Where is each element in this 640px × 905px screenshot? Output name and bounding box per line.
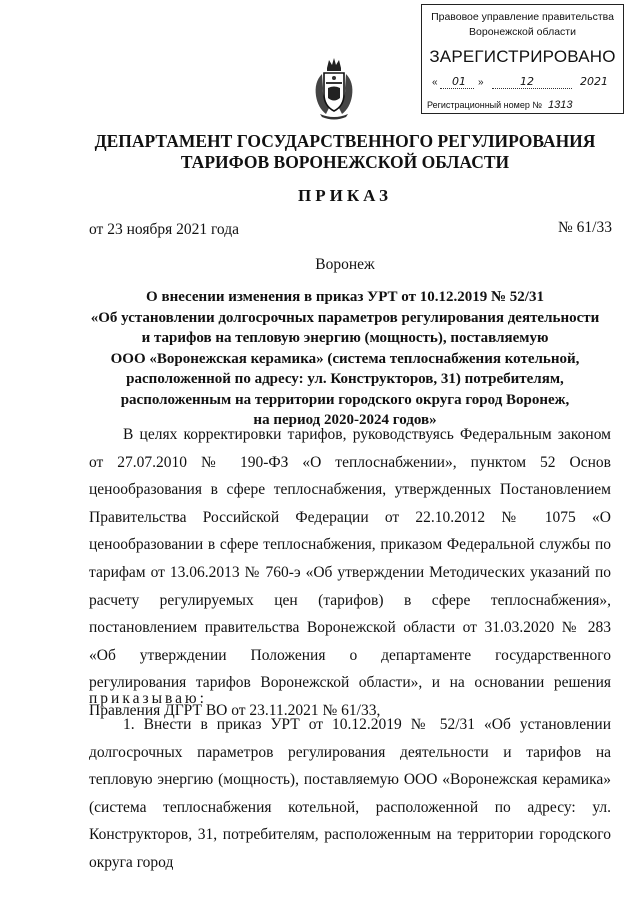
subject-line4: ООО «Воронежская керамика» (система теплоснабжения котельной,	[110, 350, 580, 367]
coat-of-arms-icon	[310, 56, 358, 120]
stamp-reg-number: 1313	[548, 99, 573, 111]
doc-type: ПРИКАЗ	[298, 186, 392, 205]
stamp-reg	[427, 99, 573, 111]
stamp-registered: ЗАРЕГИСТРИРОВАНО	[429, 47, 616, 66]
subject-line6: расположенным на территории городского округа город Воронеж,	[120, 391, 570, 408]
subject-line2: «Об установлении долгосрочных параметров регулирования деятельности	[90, 309, 600, 326]
preamble-paragraph: В целях корректировки тарифов, руководствуясь Федеральным законом от 27.07.2010 № 190-ФЗ «О теплоснабжении», пунктом 52 Основ ценообразования в сфере теплоснабжения, утвержденных Постановлением Правительства Российской Федерации от 22.10.2012 № 1075 «О ценообразовании в сфере теплоснабжения, приказом Федеральной службы по тарифам от 13.06.2013 № 760-э «Об утверждении Методических указаний по расчету регулируемых цен (тарифов) в сфере теплоснабжения», постановлением правительства Воронежской области от 31.03.2020 № 283 «Об утверждении Положения о департаменте государственного регулирования тарифов Воронежской области», и на основании решения Правления ДГРТ ВО от 23.11.2021 № 61/33,	[89, 426, 611, 719]
stamp-line1: Правовое управление правительства	[431, 11, 614, 23]
subject-line5: расположенной по адресу: ул. Конструкторов, 31) потребителям,	[126, 371, 564, 387]
subject-line7: на период 2020-2024 годов»	[253, 412, 437, 428]
order-number: № 61/33	[558, 219, 612, 236]
city: Воронеж	[315, 256, 375, 273]
stamp-date: « 01 » 12 2021	[432, 75, 608, 88]
prikazyvayu: приказываю:	[89, 690, 207, 707]
clause-1-paragraph: 1. Внести в приказ УРТ от 10.12.2019 № 52/31 «Об установлении долгосрочных параметров регулирования деятельности и тарифов на тепловую энергию (мощность), поставляемую ООО «Воронежская керамика» (система теплоснабжения котельной, расположенной по адресу: ул. Конструкторов, 31, потребителям, расположенным на территории городского округа город	[89, 716, 611, 871]
department-line1: ДЕПАРТАМЕНТ ГОСУДАРСТВЕННОГО РЕГУЛИРОВАНИЯ	[94, 131, 596, 151]
subject-line3: и тарифов на тепловую энергию (мощность), поставляемую	[141, 330, 549, 346]
department-title	[80, 131, 610, 173]
registration-stamp	[421, 4, 624, 114]
order-date: от 23 ноября 2021 года	[89, 221, 240, 238]
stamp-line2: Воронежской области	[469, 26, 576, 38]
subject-line1: О внесении изменения в приказ УРТ от 10.12.2019 № 52/31	[146, 289, 544, 305]
department-line2: ТАРИФОВ ВОРОНЕЖСКОЙ ОБЛАСТИ	[180, 152, 510, 172]
stamp-reg-label: Регистрационный номер №	[427, 100, 543, 110]
stamp-date-day: 01	[452, 75, 466, 88]
stamp-date-year: 2021	[580, 75, 608, 88]
order-subject	[80, 287, 610, 431]
stamp-date-month: 12	[520, 75, 534, 88]
